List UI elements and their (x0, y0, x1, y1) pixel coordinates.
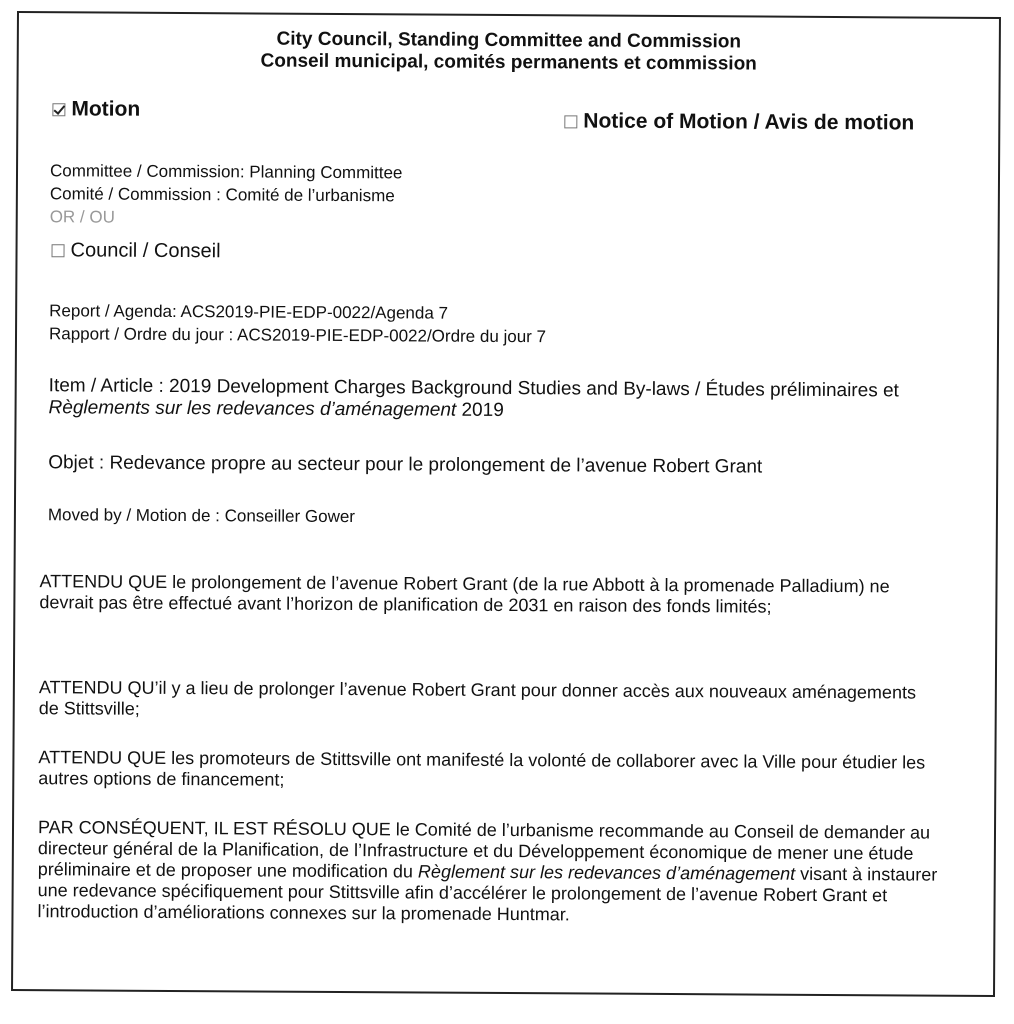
resolution-italic-bylaw: Règlement sur les redevances d’aménagement (417, 861, 796, 884)
item-description (49, 375, 949, 424)
report-line-fr: Rapport / Ordre du jour : ACS2019-PIE-EDP-0022/Ordre du jour 7 (48, 324, 547, 347)
council-label: Council / Conseil (70, 239, 221, 263)
document-header (19, 27, 999, 77)
council-option[interactable] (51, 239, 220, 263)
council-checkbox[interactable] (51, 244, 64, 257)
document-frame (11, 11, 1001, 997)
header-line-en: City Council, Standing Committee and Commission (276, 28, 742, 53)
objet-line: Objet : Redevance propre au secteur pour le prolongement de l’avenue Robert Grant (48, 452, 763, 478)
notice-of-motion-label: Notice of Motion / Avis de motion (583, 109, 915, 135)
committee-line-en: Committee / Commission: Planning Committee (49, 161, 403, 183)
resolution-text: PAR CONSÉQUENT, IL EST RÉSOLU QUE le Comité de l’urbanisme recommande au Conseil de demander au directeur général de la Planification, de l’Infrastructure et du Développement économique de mener une étude préliminaire et de proposer une modification du (37, 817, 931, 882)
whereas-paragraph-1: ATTENDU QUE le prolongement de l’avenue Robert Grant (de la rue Abbott à la promenade Palladium) ne devrait pas être effectué avant l’horizon de planification de 2031 en raison des fonds limités; (39, 571, 890, 617)
or-separator: OR / OU (49, 207, 115, 227)
notice-of-motion-checkbox[interactable] (564, 115, 577, 128)
item-text: Item / Article : 2019 Development Charges Background Studies and By-laws / Études préliminaires et (48, 375, 899, 402)
item-year: 2019 (456, 399, 504, 421)
report-line-en: Report / Agenda: ACS2019-PIE-EDP-0022/Agenda 7 (49, 301, 449, 323)
moved-by-line: Moved by / Motion de : Conseiller Gower (47, 505, 356, 527)
resolution-paragraph (37, 817, 938, 927)
committee-line-fr: Comité / Commission : Comité de l’urbanisme (49, 184, 395, 206)
motion-label: Motion (71, 97, 141, 121)
notice-of-motion-option[interactable] (564, 109, 914, 135)
resolution-text-end: visant à instaurer une redevance spécifiquement pour Stittsville afin d’accélérer le prolongement de l’avenue Robert Grant et l’introduction d’améliorations connexes sur la promenade Huntmar. (37, 863, 938, 925)
motion-option[interactable] (52, 97, 140, 122)
motion-checkbox[interactable] (52, 103, 65, 116)
header-line-fr: Conseil municipal, comités permanents et commission (260, 50, 757, 75)
whereas-paragraph-3: ATTENDU QUE les promoteurs de Stittsville ont manifesté la volonté de collaborer avec la Ville pour étudier les autres options de financement; (38, 747, 926, 790)
item-italic-title: Règlements sur les redevances d’aménagement (48, 397, 457, 421)
whereas-paragraph-2: ATTENDU QU’il y a lieu de prolonger l’avenue Robert Grant pour donner accès aux nouveaux aménagements de Stittsville; (38, 677, 917, 719)
